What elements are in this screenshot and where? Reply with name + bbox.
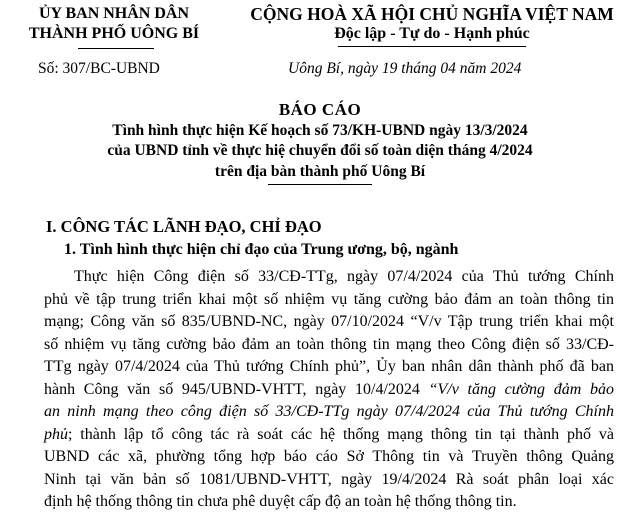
paragraph-line: phủ về tập trung triển khai một số nhiệm vụ tăng cường bảo đảm an toàn thông tin <box>44 290 614 308</box>
agency-underline <box>78 48 154 49</box>
national-heading <box>222 4 640 44</box>
paragraph-line: Thực hiện Công điện số 33/CĐ-TTg, ngày 07/4/2024 của Thủ tướng Chính <box>74 268 614 285</box>
issuing-agency <box>16 4 212 44</box>
national-motto: Độc lập - Tự do - Hạnh phúc <box>334 25 530 42</box>
title-line-1: Tình hình thực hiện Kế hoạch số 73/KH-UBND ngày 13/3/2024 <box>112 121 528 139</box>
agency-line-2: THÀNH PHỐ UÔNG BÍ <box>28 25 200 42</box>
sub-section-heading: 1. Tình hình thực hiện chỉ đạo của Trung ương, bộ, ngành <box>64 241 459 258</box>
agency-line-1: ỦY BAN NHÂN DÂN <box>38 5 190 22</box>
place-and-date: Uông Bí, ngày 19 tháng 04 năm 2024 <box>288 60 522 77</box>
nation-name: CỘNG HOÀ XÃ HỘI CHỦ NGHĨA VIỆT NAM <box>250 4 614 24</box>
paragraph-line: số nhiệm vụ tăng cường bảo đảm an toàn thông tin mạng theo Công điện số 33/CĐ- <box>44 335 614 353</box>
paragraph-line: mạng; Công văn số 835/UBND-NC, ngày 07/10/2024 “V/v Tập trung triển khai một <box>44 313 614 330</box>
paragraph-line: phủ; thành lập tổ công tác rà soát các hệ thống mạng thông tin tại thành phố và <box>44 425 614 443</box>
paragraph-line: TTg ngày 07/4/2024 của Thủ tướng Chính phủ”, Ủy ban nhân dân thành phố đã ban <box>44 358 614 375</box>
paragraph-line: Ninh tại văn bản số 1081/UBND-VHTT, ngày 19/4/2024 Rà soát phân loại xác <box>44 470 614 488</box>
section-heading: I. CÔNG TÁC LÃNH ĐẠO, CHỈ ĐẠO <box>46 217 322 236</box>
paragraph-line: định hệ thống thông tin chưa phê duyệt cấp độ an toàn hệ thống thông tin. <box>44 493 517 510</box>
body-paragraph <box>44 266 614 514</box>
paragraph-line: UBND các xã, phường tổng hợp báo cáo Sở Thông tin và Truyền thông Quảng <box>44 448 614 465</box>
document-title <box>0 100 640 182</box>
title-line-3: trên địa bàn thành phố Uông Bí <box>214 162 426 180</box>
title-line-2: của UBND tỉnh về thực hiệ chuyển đổi số toàn diện tháng 4/2024 <box>107 142 533 159</box>
motto-underline <box>338 46 526 47</box>
title-main: BÁO CÁO <box>278 100 362 119</box>
paragraph-line: an ninh mạng theo công điện số 33/CĐ-TTg ngày 07/4/2024 của Thủ tướng Chính <box>44 403 614 420</box>
paragraph-line: hành Công văn số 945/UBND-VHTT, ngày 10/4/2024 “V/v tăng cường đảm bảo <box>44 380 614 398</box>
title-underline <box>268 184 372 185</box>
document-number: Số: 307/BC-UBND <box>38 60 160 77</box>
